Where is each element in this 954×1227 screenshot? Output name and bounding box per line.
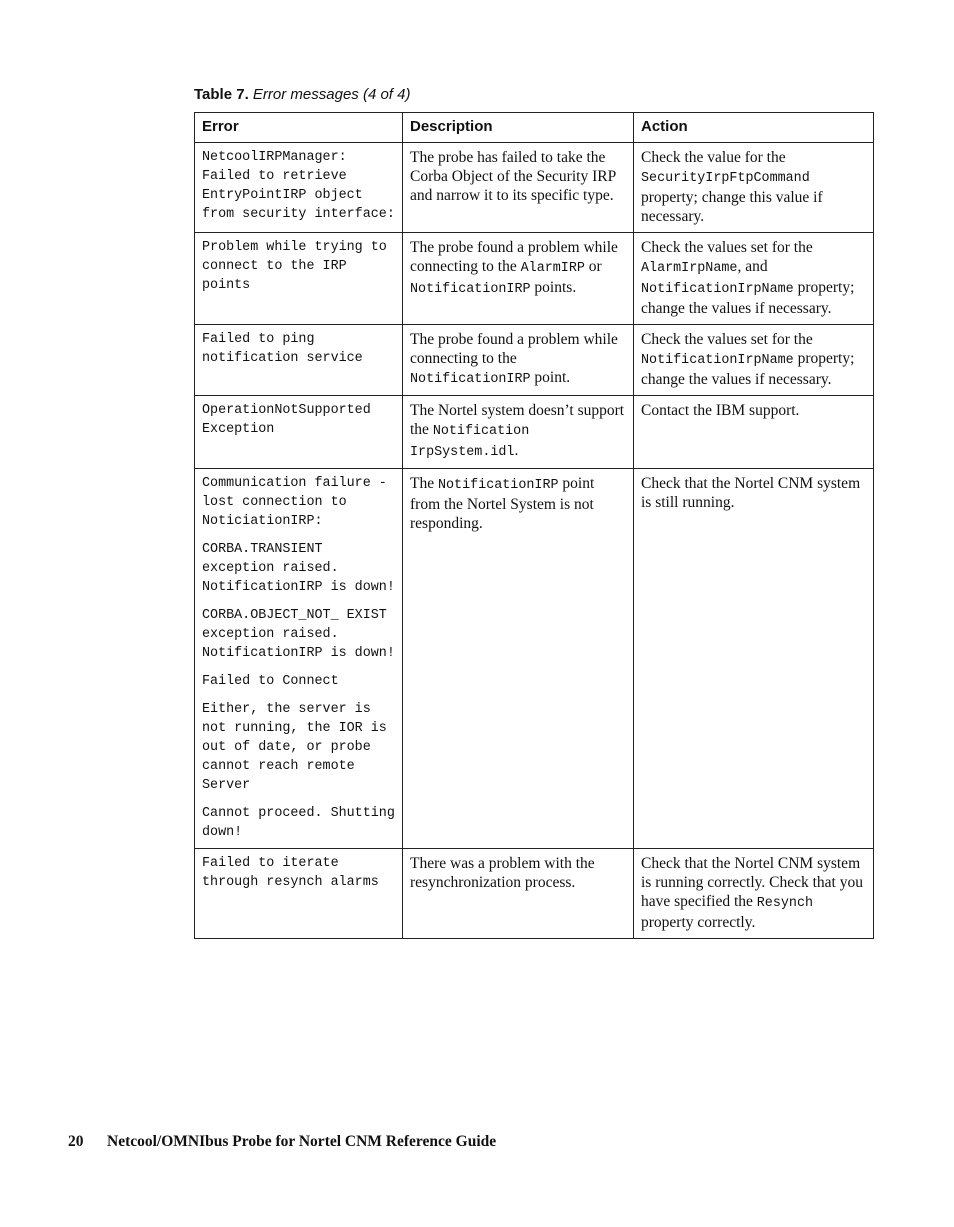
error-message: Failed to Connect xyxy=(202,674,339,689)
error-cell xyxy=(195,233,403,325)
description-cell xyxy=(403,325,634,396)
description-code-text: NotificationIRP xyxy=(410,372,531,387)
action-code-text: Resynch xyxy=(756,896,814,911)
error-message: Either, the server is not running, the IOR is out of date, or probe cannot reach remote Server xyxy=(202,702,395,793)
error-cell xyxy=(195,143,403,233)
description-text: The probe found a problem while connecting to the xyxy=(410,239,618,275)
table-caption xyxy=(194,86,410,103)
description-cell xyxy=(403,849,634,939)
column-header-action: Action xyxy=(634,113,874,143)
table-row xyxy=(195,233,874,325)
error-message: Communication failure - lost connection to NoticiationIRP: xyxy=(202,476,395,529)
error-message: Cannot proceed. Shutting down! xyxy=(202,806,403,840)
table-row xyxy=(195,396,874,469)
description-text: The xyxy=(410,475,438,492)
action-cell xyxy=(634,143,874,233)
table-caption-title: Error messages (4 of 4) xyxy=(252,86,411,103)
action-text: property; change the values if necessary. xyxy=(641,350,855,388)
error-message: CORBA.TRANSIENT exception raised. NotificationIRP is down! xyxy=(202,542,395,595)
table-row xyxy=(195,849,874,939)
description-text: point. xyxy=(530,369,571,386)
table-row xyxy=(195,469,874,849)
table-caption-label: Table 7. xyxy=(194,86,249,103)
error-message: Failed to iterate through resynch alarms xyxy=(202,856,379,890)
description-code-text: AlarmIRP xyxy=(520,261,585,276)
description-code-text: Notification IrpSystem.idl xyxy=(410,424,530,460)
description-text: point from the Nortel System is not responding. xyxy=(410,475,595,532)
description-text: or xyxy=(584,258,602,275)
action-text: Check the values set for the xyxy=(641,331,813,348)
action-code-text: NotificationIrpName xyxy=(641,282,794,297)
column-header-description: Description xyxy=(403,113,634,143)
description-text: . xyxy=(514,442,519,459)
action-cell xyxy=(634,396,874,469)
action-text: property correctly. xyxy=(641,914,756,931)
action-cell xyxy=(634,469,874,849)
error-cell xyxy=(195,325,403,396)
column-header-error: Error xyxy=(195,113,403,143)
table-row xyxy=(195,143,874,233)
description-text: The Nortel system doesn’t support the xyxy=(410,402,625,438)
description-cell xyxy=(403,233,634,325)
description-code-text: NotificationIRP xyxy=(437,478,559,493)
error-message: CORBA.OBJECT_NOT_ EXIST exception raised. NotificationIRP is down! xyxy=(202,608,395,661)
description-text: The probe found a problem while connecting to the xyxy=(410,331,618,367)
description-cell xyxy=(403,143,634,233)
action-text: Check that the Nortel CNM system is still running. xyxy=(641,475,861,511)
error-message: NetcoolIRPManager: Failed to retrieve EntryPointIRP object from security interface: xyxy=(202,150,395,222)
action-text: property; change this value if necessary. xyxy=(641,189,823,225)
error-messages-table xyxy=(194,112,874,939)
action-code-text: SecurityIrpFtpCommand xyxy=(641,171,810,186)
error-cell xyxy=(195,849,403,939)
table-row xyxy=(195,325,874,396)
action-text: Check the values set for the xyxy=(641,239,813,256)
action-text: property; change the values if necessary. xyxy=(641,279,855,317)
action-text: , and xyxy=(737,258,768,275)
page-number: 20 xyxy=(68,1133,84,1150)
description-cell xyxy=(403,469,634,849)
action-cell xyxy=(634,849,874,939)
action-code-text: NotificationIrpName xyxy=(641,353,794,368)
description-text: There was a problem with the resynchronization process. xyxy=(410,855,595,891)
error-cell xyxy=(195,469,403,849)
table-header-row xyxy=(195,113,874,143)
error-cell xyxy=(195,396,403,469)
description-cell xyxy=(403,396,634,469)
action-cell xyxy=(634,325,874,396)
description-text: points. xyxy=(530,279,577,296)
table-body xyxy=(195,143,874,939)
error-message: Problem while trying to connect to the IRP points xyxy=(202,240,395,293)
action-code-text: AlarmIrpName xyxy=(641,261,738,276)
document-title: Netcool/OMNIbus Probe for Nortel CNM Reference Guide xyxy=(107,1133,497,1150)
action-text: Check the value for the xyxy=(641,149,786,166)
action-text: Check that the Nortel CNM system is running correctly. Check that you have specified the xyxy=(641,855,863,910)
action-text: Contact the IBM support. xyxy=(641,402,800,419)
error-message: Failed to ping notification service xyxy=(202,332,363,366)
description-text: The probe has failed to take the Corba Object of the Security IRP and narrow it to its specific type. xyxy=(410,149,616,204)
error-message: OperationNotSupported Exception xyxy=(202,403,379,437)
page-footer xyxy=(68,1133,496,1151)
description-code-text: NotificationIRP xyxy=(410,282,531,297)
action-cell xyxy=(634,233,874,325)
